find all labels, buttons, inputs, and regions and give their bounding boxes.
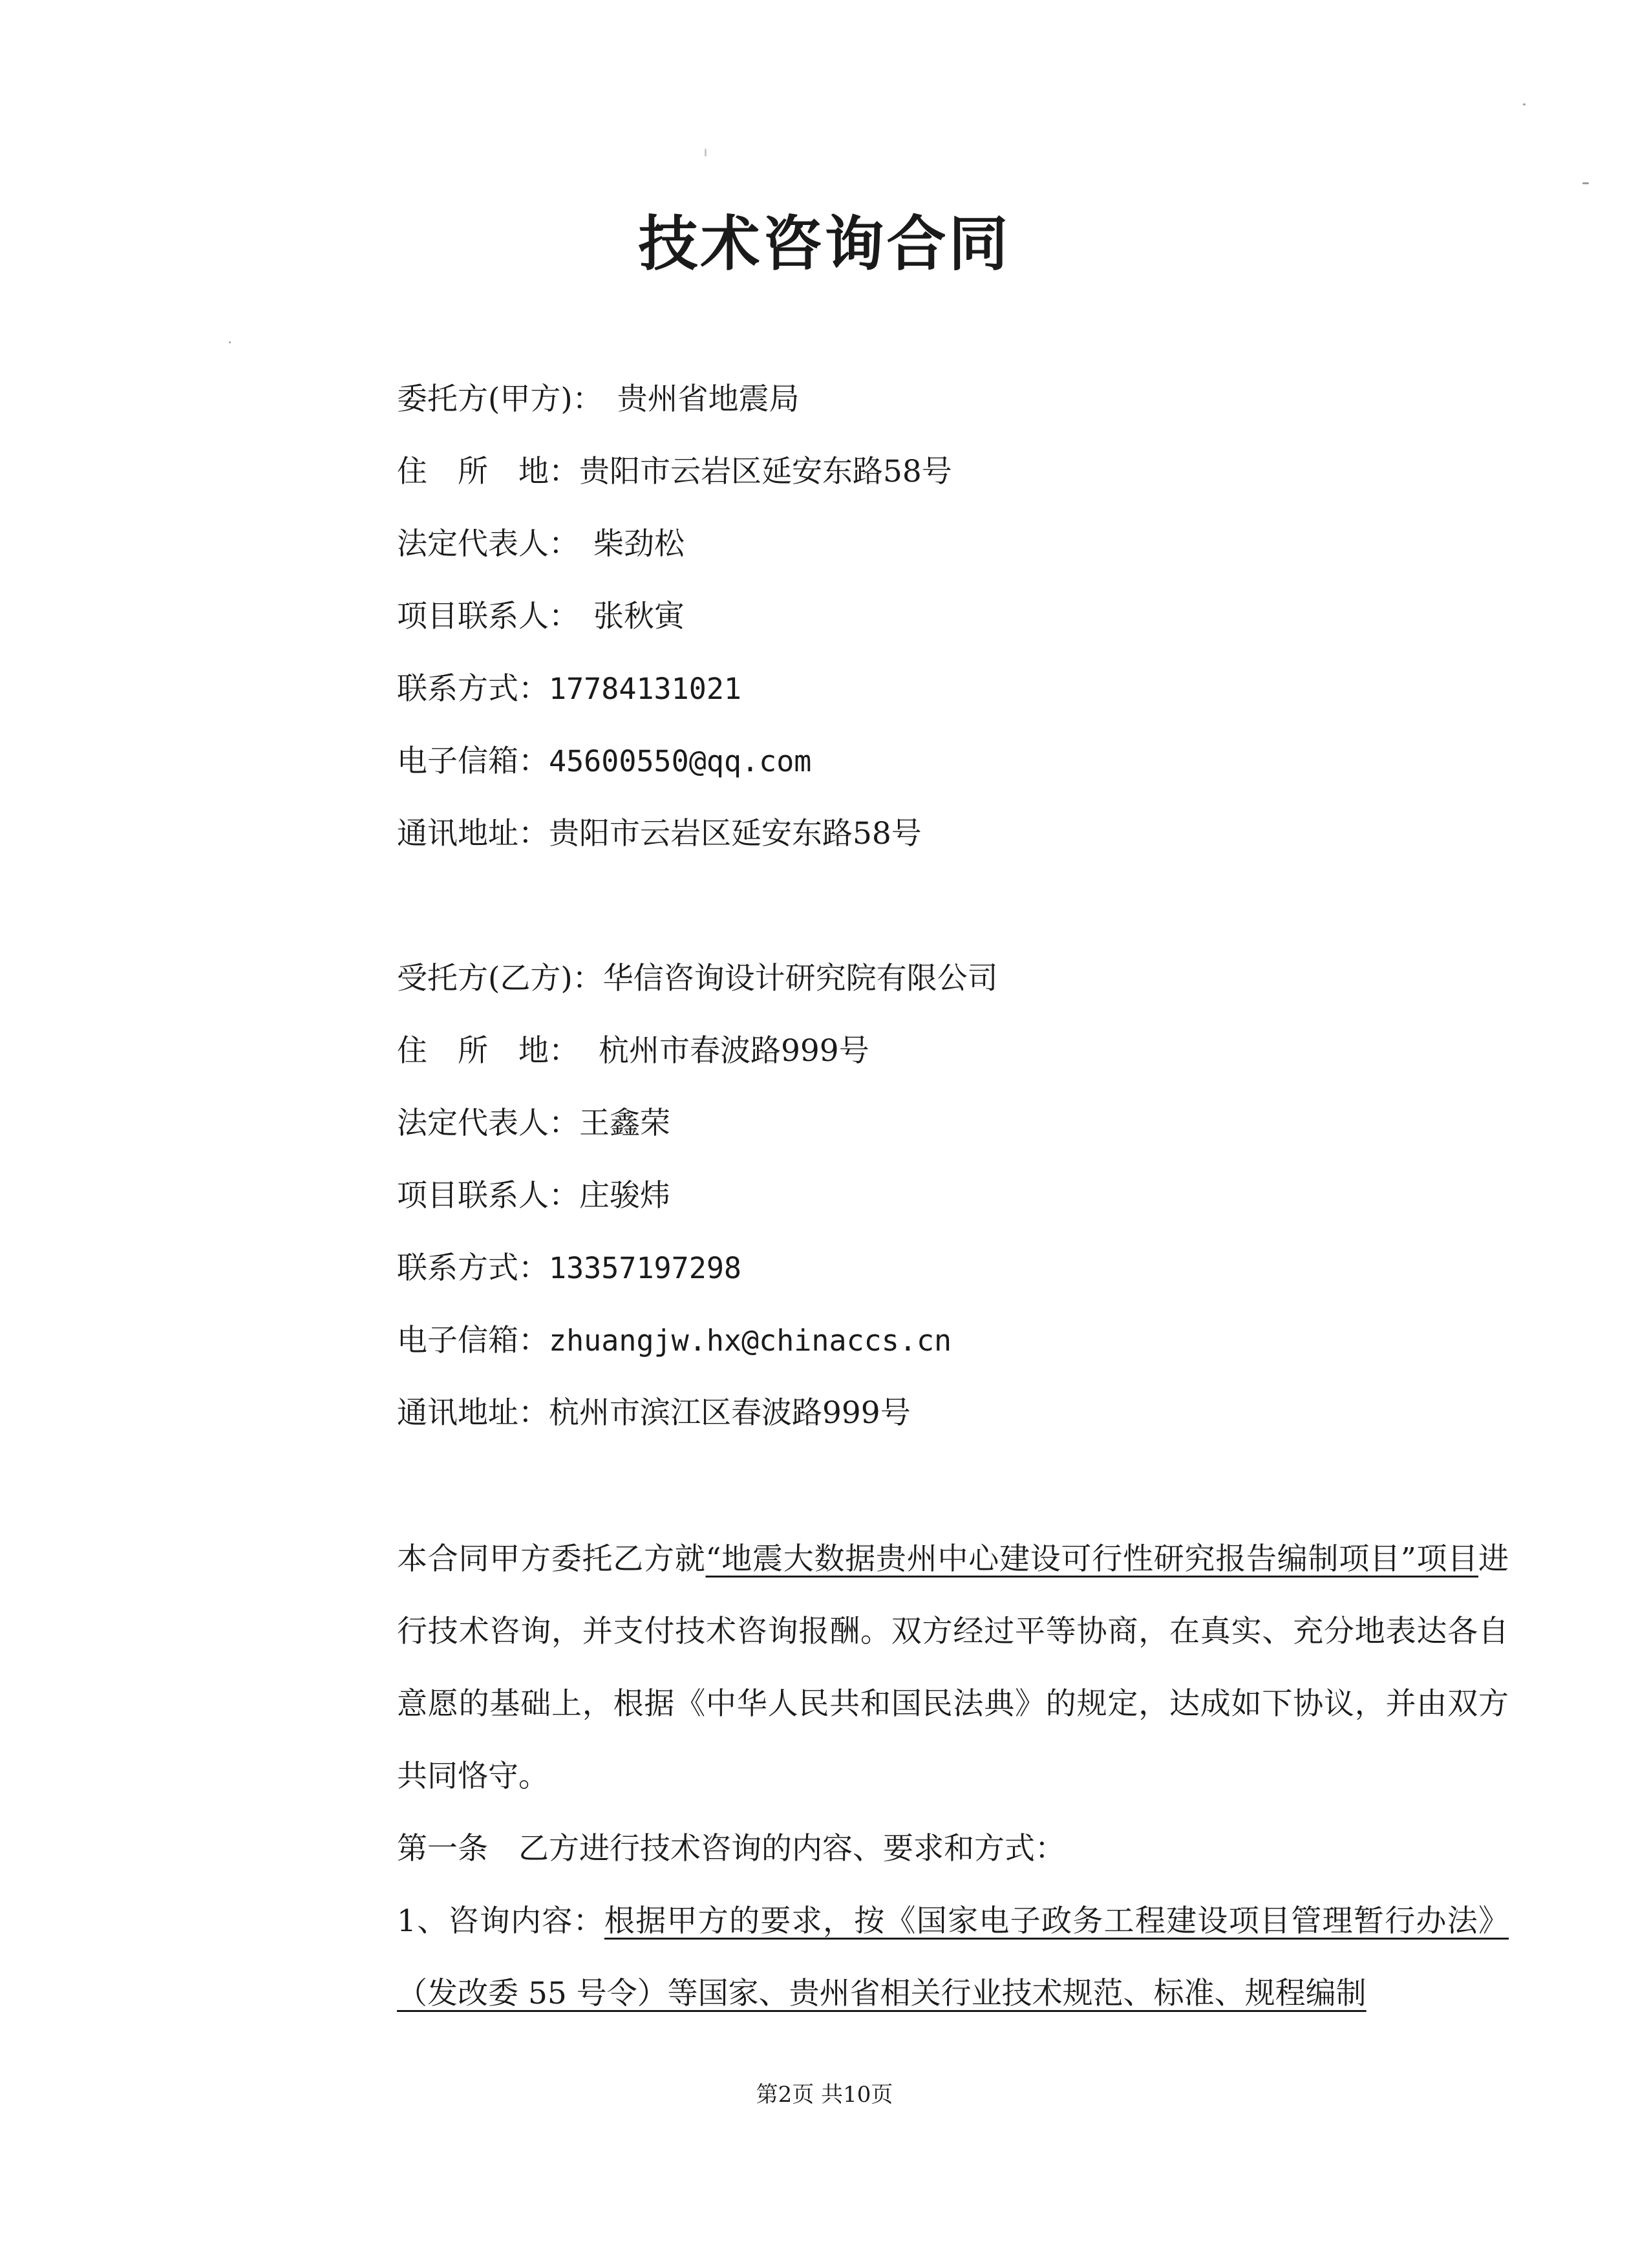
party-a-rep-label: 法定代表人：	[397, 526, 579, 562]
party-a-contact-value: 张秋寅	[593, 599, 685, 634]
article-1-heading: 第一条 乙方进行技术咨询的内容、要求和方式：	[397, 1831, 1065, 1867]
party-b-address-value: 杭州市春波路999号	[599, 1033, 869, 1069]
party-b-mail-value: 杭州市滨江区春波路999号	[549, 1395, 911, 1431]
scan-speck	[229, 341, 231, 343]
scan-speck	[1523, 103, 1526, 105]
article-1-item-1-prefix: 1、咨询内容：	[397, 1903, 604, 1939]
party-a-address-value: 贵阳市云岩区延安东路58号	[579, 454, 952, 489]
party-b-contact-label: 项目联系人：	[397, 1178, 579, 1214]
article-1-item-1-text: 根据甲方的要求，按《国家电子政务工程建设项目管理暂行办法》（发改委 55 号令）等国家、贵州省相关行业技术规范、标准、规程编制	[397, 1903, 1509, 2011]
party-a-phone	[397, 670, 741, 709]
intro-paragraph	[322, 1523, 1509, 1813]
party-b-email-label: 电子信箱：	[397, 1323, 549, 1358]
party-a-email	[397, 742, 811, 781]
scan-speck	[1582, 182, 1589, 184]
party-b-mail-label: 通讯地址：	[397, 1395, 549, 1431]
party-a-role-value: 贵州省地震局	[617, 381, 800, 417]
party-b-address-label: 住 所 地：	[397, 1033, 579, 1069]
party-b-role-value: 华信咨询设计研究院有限公司	[602, 961, 998, 996]
party-b-address	[397, 1032, 869, 1071]
party-b-email	[397, 1321, 952, 1360]
party-a-mail-address	[397, 815, 922, 853]
party-a-phone-label: 联系方式：	[397, 671, 549, 707]
party-b-phone-value: 13357197298	[549, 1251, 742, 1285]
party-a-email-value: 45600550@qq.com	[549, 744, 812, 778]
party-b-contact-value: 庄骏炜	[579, 1178, 670, 1214]
party-b-rep-label: 法定代表人：	[397, 1106, 579, 1141]
party-a-address	[397, 453, 952, 491]
party-a-contact-label: 项目联系人：	[397, 599, 579, 634]
party-a-mail-label: 通讯地址：	[397, 816, 549, 851]
article-1-item-1	[322, 1885, 1509, 2030]
party-b-role	[397, 959, 998, 998]
page-footer: 第2页 共10页	[756, 2082, 893, 2108]
party-b-phone-label: 联系方式：	[397, 1250, 549, 1286]
intro-rest: 进行技术咨询，并支付技术咨询报酬。双方经过平等协商，在真实、充分地表达各自意愿的基础上，根据《中华人民共和国民法典》的规定，达成如下协议，并由双方共同恪守。	[397, 1541, 1509, 1794]
party-a-contact	[397, 597, 685, 636]
party-b-role-label: 受托方(乙方)：	[397, 961, 603, 996]
party-b-email-value: zhuangjw.hx@chinaccs.cn	[549, 1323, 952, 1358]
party-b-mail-address	[397, 1394, 911, 1433]
scan-speck	[705, 149, 707, 156]
document-title: 技术咨询合同	[638, 209, 1011, 279]
party-b-rep-value: 王鑫荣	[579, 1106, 670, 1141]
party-a-phone-value: 17784131021	[549, 672, 742, 706]
party-a-email-label: 电子信箱：	[397, 744, 549, 779]
party-b-representative	[397, 1104, 670, 1143]
party-b-phone	[397, 1249, 741, 1288]
party-a-role	[397, 380, 800, 419]
intro-prefix: 本合同甲方委托乙方就	[397, 1541, 706, 1577]
party-a-representative	[397, 525, 685, 564]
intro-project-name: “地震大数据贵州中心建设可行性研究报告编制项目”项目	[705, 1541, 1478, 1577]
party-a-address-label: 住 所 地：	[397, 454, 579, 489]
party-a-mail-value: 贵阳市云岩区延安东路58号	[549, 816, 922, 851]
party-a-rep-value: 柴劲松	[593, 526, 685, 562]
party-a-role-label: 委托方(甲方)：	[397, 381, 603, 417]
party-b-contact	[397, 1177, 670, 1215]
